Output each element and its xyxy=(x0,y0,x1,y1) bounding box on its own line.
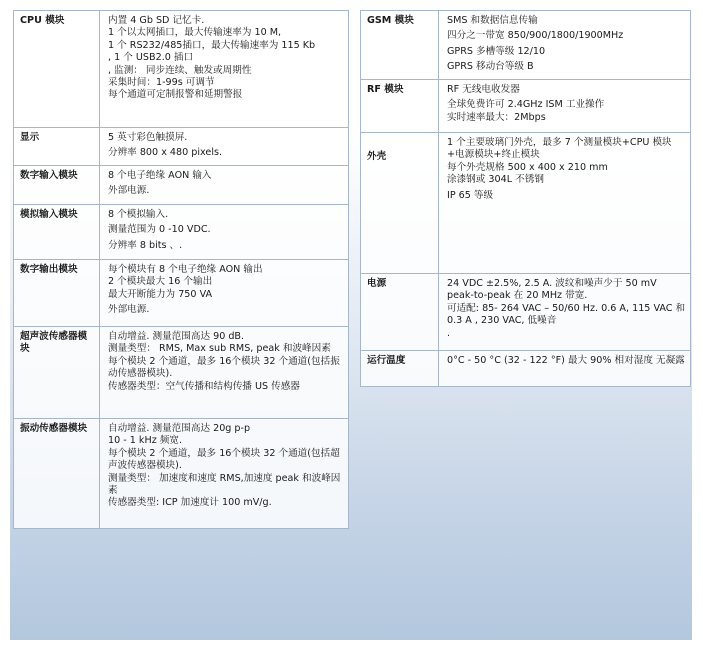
spec-line: 外部电源. xyxy=(108,185,150,197)
spec-label: 电源 xyxy=(361,274,439,351)
spec-line: 分辨率 8 bits 、. xyxy=(108,239,183,251)
document-page xyxy=(10,3,692,640)
spec-line: 每个外壳规格 500 x 400 x 210 mm xyxy=(447,161,608,173)
spec-row-rf xyxy=(361,80,691,133)
spec-label: 模拟输入模块 xyxy=(14,205,100,260)
spec-row-operating-temp xyxy=(361,351,691,387)
spec-label: GSM 模块 xyxy=(361,11,439,80)
spec-line: 2 个模块最大 16 个输出 xyxy=(108,276,213,288)
spec-content xyxy=(100,327,349,419)
spec-row-enclosure xyxy=(361,133,691,274)
right-spec-table xyxy=(360,10,691,387)
spec-line: 5 英寸彩色触摸屏. xyxy=(108,132,188,143)
spec-line: 实时速率最大：2Mbps xyxy=(447,111,546,123)
spec-line: 测量类型： RMS, Max sub RMS, peak 和波峰因素 xyxy=(108,343,331,355)
spec-content xyxy=(100,11,349,128)
spec-line: 内置 4 Gb SD 记忆卡. xyxy=(108,15,205,26)
spec-line: 外部电源. xyxy=(108,304,150,316)
spec-line: 分辨率 800 x 480 pixels. xyxy=(108,147,223,159)
spec-line: 传感器类型: ICP 加速度计 100 mV/g. xyxy=(108,497,272,509)
spec-label: 显示 xyxy=(14,128,100,166)
spec-content xyxy=(439,274,691,351)
spec-line: 8 个电子绝缘 AON 输入 xyxy=(108,170,212,181)
spec-label: RF 模块 xyxy=(361,80,439,133)
spec-line: 四分之一带宽 850/900/1800/1900MHz xyxy=(447,30,624,42)
spec-row-vibration xyxy=(14,419,349,529)
spec-content xyxy=(100,205,349,260)
spec-line: 测量类型： 加速度和速度 RMS,加速度 peak 和波峰因素 xyxy=(108,472,341,497)
spec-content xyxy=(439,80,691,133)
spec-line: 全球免费许可 2.4GHz ISM 工业操作 xyxy=(447,99,605,111)
spec-row-ultrasonic xyxy=(14,327,349,419)
spec-row-digital-output xyxy=(14,260,349,327)
spec-content xyxy=(100,166,349,205)
spec-line: , 1 个 USB2.0 插口 xyxy=(108,52,194,64)
spec-label: 超声波传感器模块 xyxy=(14,327,100,419)
spec-line: 1 个 RS232/485插口，最大传输速率为 115 Kb xyxy=(108,39,316,51)
spec-label: 数字输入模块 xyxy=(14,166,100,205)
spec-line: 最大开断能力为 750 VA xyxy=(108,288,213,300)
spec-row-gsm xyxy=(361,11,691,80)
spec-content xyxy=(439,11,691,80)
spec-line: 每个模块有 8 个电子绝缘 AON 输出 xyxy=(108,264,263,275)
spec-content xyxy=(100,419,349,529)
spec-label: 振动传感器模块 xyxy=(14,419,100,529)
spec-line: 可适配: 85- 264 VAC – 50/60 Hz. 0.6 A, 115 VAC 和 0.3 A , 230 VAC, 低噪音 xyxy=(447,302,686,327)
spec-line: 0°C - 50 °C (32 - 122 °F) 最大 90% 相对湿度 无凝露 xyxy=(447,355,685,366)
spec-label: 外壳 xyxy=(361,133,439,274)
spec-line: GPRS 多槽等级 12/10 xyxy=(447,45,546,57)
spec-line: 每个通道可定制报警和延期警报 xyxy=(108,89,243,101)
spec-line: 每个模块 2 个通道，最多 16个模块 32 个通道(包括超声波传感器模块). xyxy=(108,447,340,472)
spec-line: RF 无线电收发器 xyxy=(447,84,520,95)
spec-line: 自动增益. 测量范围高达 90 dB. xyxy=(108,331,245,342)
spec-label: 数字输出模块 xyxy=(14,260,100,327)
spec-line: 传感器类型：空气传播和结构传播 US 传感器 xyxy=(108,380,300,392)
spec-line: 1 个以太网插口，最大传输速率为 10 M, xyxy=(108,27,282,39)
spec-line: 24 VDC ±2.5%, 2.5 A. 波纹和噪声少于 50 mV peak-to-peak 在 20 MHz 带宽. xyxy=(447,278,657,302)
spec-line: SMS 和数据信息传输 xyxy=(447,15,538,26)
spec-label: 运行温度 xyxy=(361,351,439,387)
spec-line: 每个模块 2 个通道，最多 16个模块 32 个通道(包括振动传感器模块). xyxy=(108,355,340,380)
spec-content xyxy=(100,260,349,327)
spec-label: CPU 模块 xyxy=(14,11,100,128)
spec-line: 1 个主要玻璃门外壳，最多 7 个测量模块+CPU 模块+电源模块+终止模块 xyxy=(447,137,672,161)
spec-line: 测量范围为 0 -10 VDC. xyxy=(108,224,211,236)
spec-content xyxy=(439,133,691,274)
spec-line: IP 65 等级 xyxy=(447,189,494,201)
spec-line: GPRS 移动台等级 B xyxy=(447,61,534,73)
spec-line: 采集时间：1-99s 可调节 xyxy=(108,77,215,89)
spec-line: 自动增益. 测量范围高达 20g p-p xyxy=(108,423,251,434)
spec-row-cpu xyxy=(14,11,349,128)
spec-line: 8 个模拟输入. xyxy=(108,209,169,220)
spec-content xyxy=(100,128,349,166)
left-spec-table xyxy=(13,10,349,529)
spec-line: 10 - 1 kHz 频宽. xyxy=(108,435,183,447)
spec-line: . xyxy=(447,327,451,339)
spec-row-analog-input xyxy=(14,205,349,260)
spec-row-digital-input xyxy=(14,166,349,205)
spec-row-display xyxy=(14,128,349,166)
spec-line: , 监测： 同步连续、触发或周期性 xyxy=(108,64,252,76)
spec-content xyxy=(439,351,691,387)
spec-row-power xyxy=(361,274,691,351)
spec-line: 涂漆钢或 304L 不锈钢 xyxy=(447,174,544,186)
